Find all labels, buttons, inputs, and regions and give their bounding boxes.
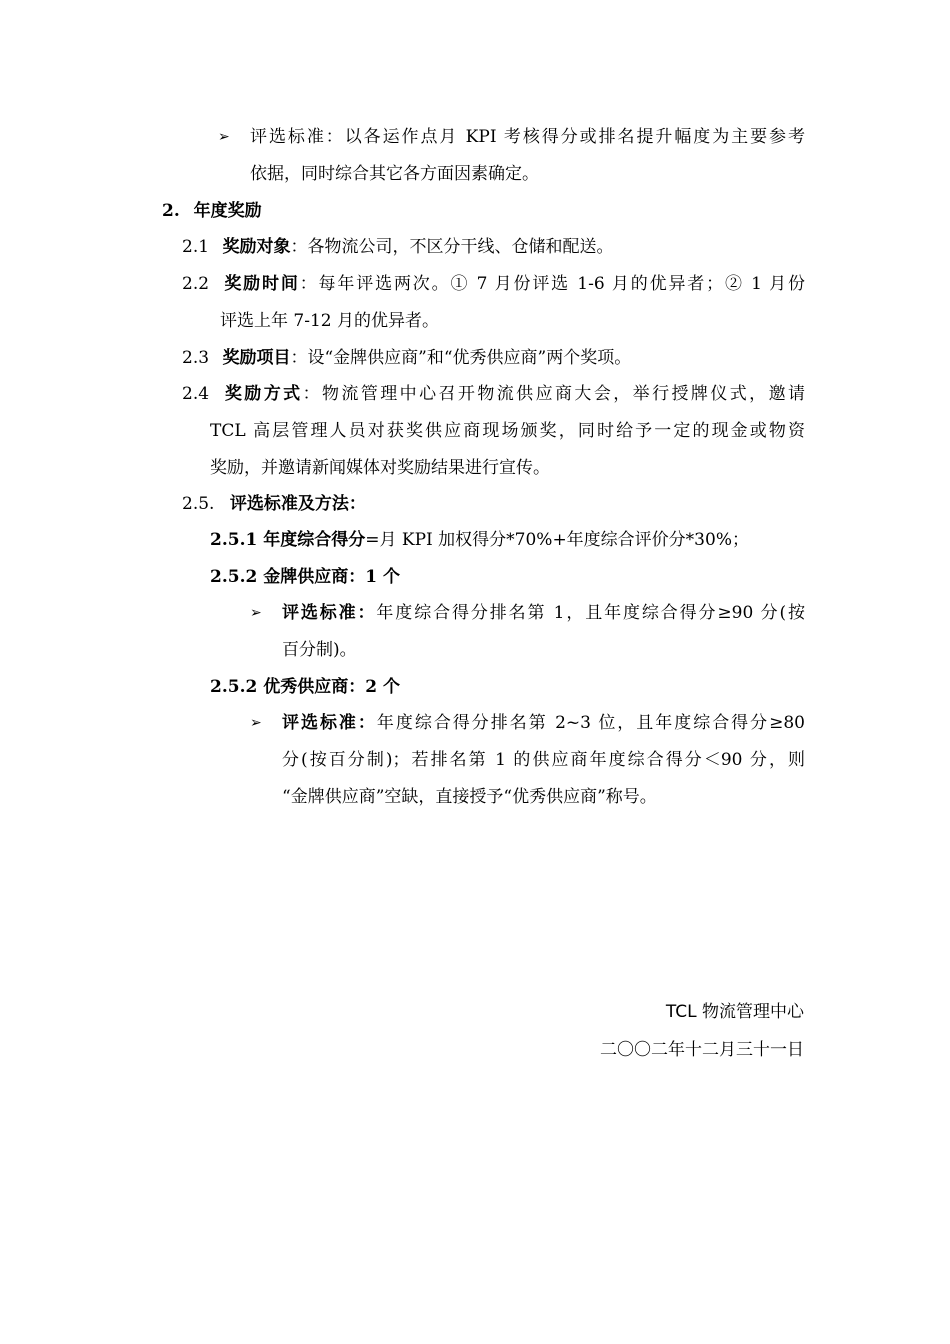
subsection-title: 评选标准及方法： (229, 494, 366, 514)
bullet-text: 年度综合得分排名第 1，且年度综合得分≥90 分(按 (376, 603, 805, 623)
subsection-2-1 (182, 235, 613, 259)
subsection-2-5 (182, 492, 366, 516)
bullet-line: 分(按百分制)；若排名第 1 的供应商年度综合得分＜90 分，则 (282, 750, 805, 770)
subsection-2-4 (182, 382, 805, 406)
subsection-number: 2.2 (182, 274, 210, 294)
section-heading (162, 199, 262, 223)
subsection-number: 2.4 (182, 384, 210, 404)
subsection-label: 2.5.1 年度综合得分 (210, 530, 366, 550)
section-number: 2. (162, 201, 180, 221)
subsection-number: 2.3 (182, 348, 210, 368)
paragraph-line: TCL 高层管理人员对获奖供应商现场颁奖，同时给予一定的现金或物资 (210, 421, 805, 441)
subsection-2-5-1 (210, 528, 749, 552)
paragraph-line: 依据，同时综合其它各方面因素确定。 (250, 164, 539, 184)
subsection-2-3 (182, 346, 631, 370)
subsection-2-5-2-gold: 2.5.2 金牌供应商：1 个 (210, 567, 400, 587)
bullet-line: “金牌供应商”空缺，直接授予“优秀供应商”称号。 (282, 787, 657, 807)
bullet-line (282, 601, 805, 625)
bullet-label: 评选标准： (282, 713, 377, 733)
subsection-text: ：设“金牌供应商”和“优秀供应商”两个奖项。 (290, 348, 632, 368)
subsection-number: 2.1 (182, 237, 210, 257)
bullet-arrow-icon: ➢ (250, 715, 262, 731)
subsection-label: 奖励对象 (222, 237, 291, 257)
paragraph-line: 评选标准：以各运作点月 KPI 考核得分或排名提升幅度为主要参考 (250, 127, 805, 147)
subsection-text: ：每年评选两次。① 7 月份评选 1-6 月的优异者；② 1 月份 (299, 274, 806, 294)
bullet-arrow-icon: ➢ (218, 129, 230, 145)
subsection-2-2 (182, 272, 805, 296)
subsection-label: 奖励项目 (222, 348, 291, 368)
section-title: 年度奖励 (193, 201, 262, 221)
bullet-label: 评选标准： (282, 603, 377, 623)
subsection-text: ：物流管理中心召开物流供应商大会，举行授牌仪式，邀请 (302, 384, 806, 404)
subsection-2-5-2-excellent: 2.5.2 优秀供应商：2 个 (210, 677, 400, 697)
paragraph-line: 评选上年 7-12 月的优异者。 (220, 311, 439, 331)
bullet-text: 年度综合得分排名第 2~3 位，且年度综合得分≥80 (376, 713, 805, 733)
subsection-number: 2.5. (182, 494, 215, 514)
subsection-label: 奖励方式 (224, 384, 303, 404)
bullet-line (282, 711, 805, 735)
subsection-text: ：各物流公司，不区分干线、仓储和配送。 (290, 237, 614, 257)
bullet-arrow-icon: ➢ (250, 605, 262, 621)
subsection-label: 奖励时间 (224, 274, 300, 294)
paragraph-line: 奖励，并邀请新闻媒体对奖励结果进行宣传。 (210, 458, 550, 478)
signature-date: 二〇〇二年十二月三十一日 (600, 1040, 804, 1060)
bullet-line: 百分制)。 (282, 640, 357, 660)
subsection-text: =月 KPI 加权得分*70%+年度综合评价分*30%； (365, 530, 749, 550)
signature-organization: TCL 物流管理中心 (665, 1002, 804, 1022)
